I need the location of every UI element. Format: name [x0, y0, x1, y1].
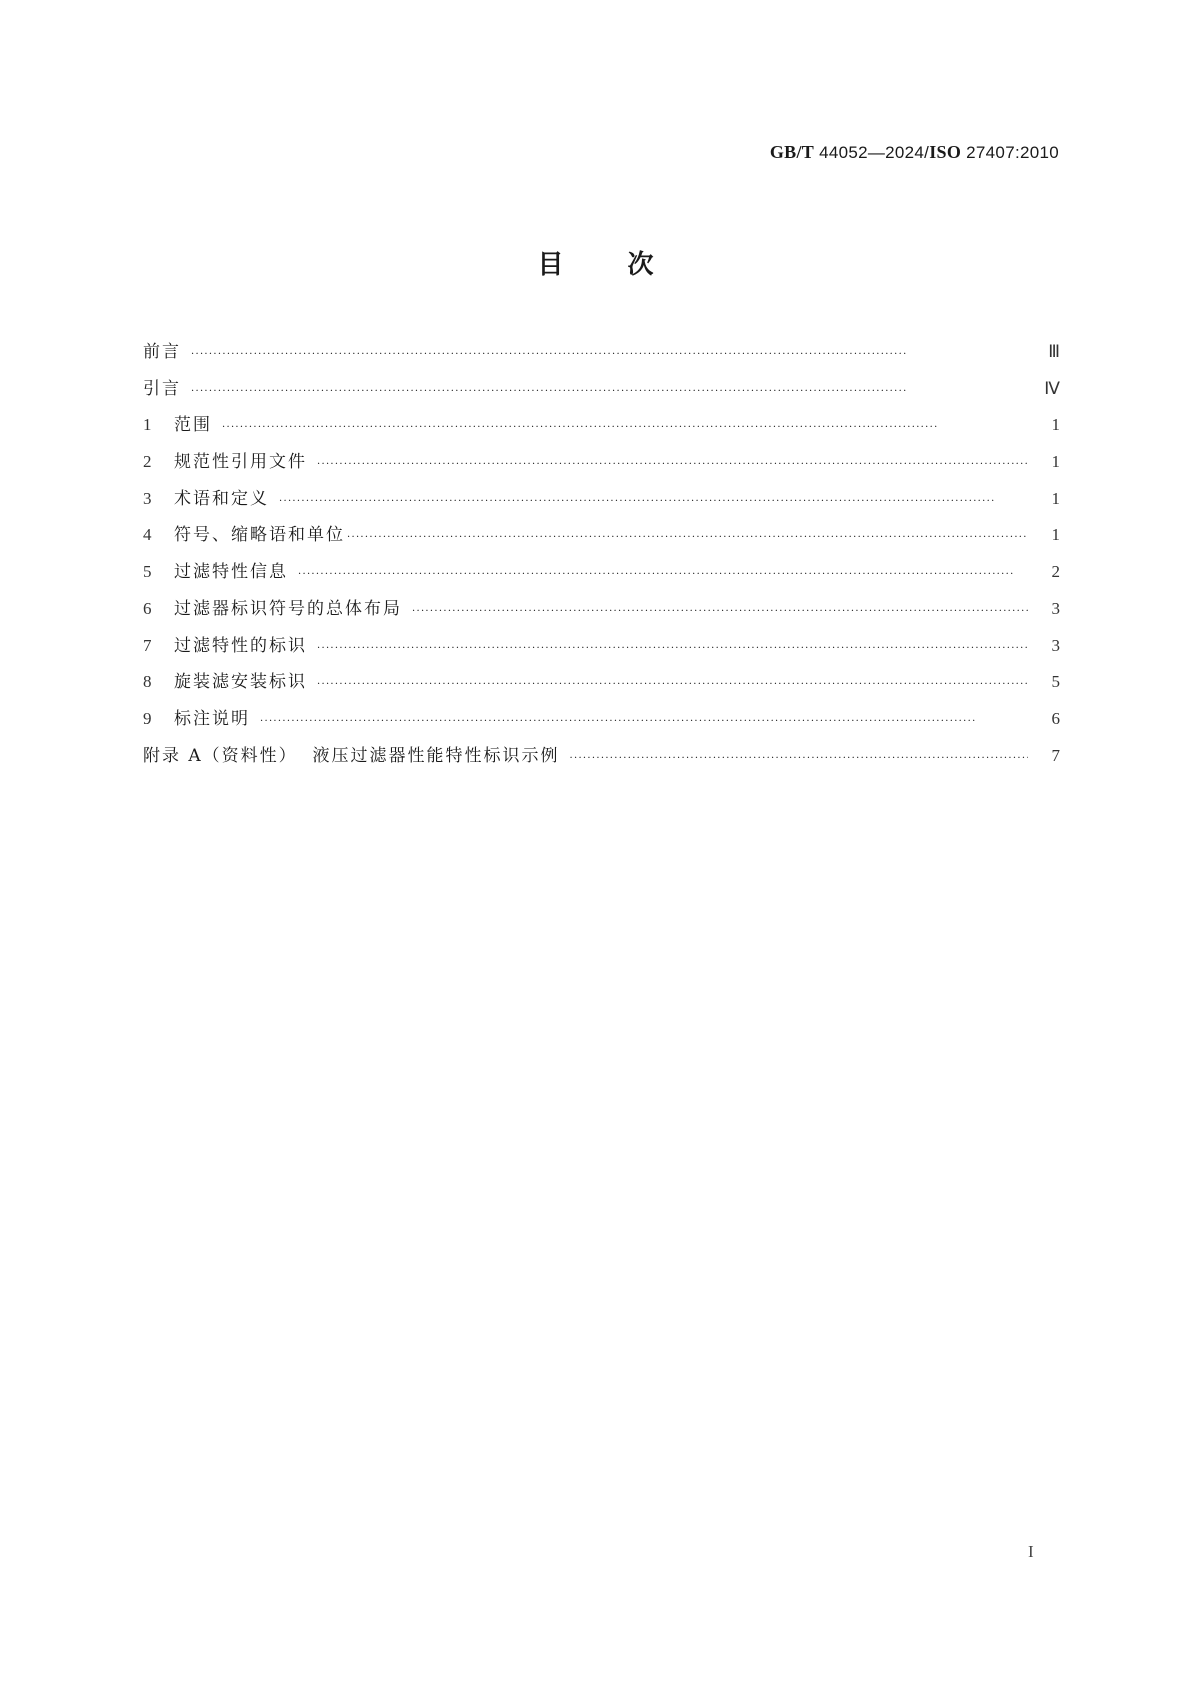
toc-label: 前言: [143, 342, 181, 362]
toc-entry-2[interactable]: [143, 450, 1060, 487]
dot-leader: [347, 526, 1028, 550]
toc-label: 附录 A（资料性） 液压过滤器性能特性标识示例: [143, 745, 560, 766]
toc-label: 旋装滤安装标识: [174, 672, 307, 693]
toc-page: 1: [1051, 488, 1060, 508]
toc-page: Ⅳ: [1044, 378, 1060, 398]
toc-label: 过滤器标识符号的总体布局: [174, 598, 402, 619]
toc-entry-1[interactable]: [143, 413, 1060, 450]
dot-leader: [412, 600, 1028, 624]
toc-number: 2: [143, 452, 152, 472]
toc-number: 5: [143, 562, 152, 582]
dot-leader: [317, 637, 1028, 661]
toc-page: 3: [1051, 635, 1060, 655]
toc-page: 7: [1051, 745, 1060, 765]
iso-number: 27407:2010: [966, 143, 1059, 162]
toc-number: 7: [143, 635, 152, 655]
dot-leader: [191, 380, 1028, 404]
toc-number: 9: [143, 708, 152, 728]
toc-entry-introduction[interactable]: [143, 377, 1060, 414]
standard-number: 44052—2024/: [819, 143, 930, 162]
table-of-contents: [143, 340, 1060, 780]
toc-page: 1: [1051, 452, 1060, 472]
dot-leader: [317, 453, 1028, 477]
toc-label: 过滤特性的标识: [174, 635, 307, 656]
dot-leader: [298, 563, 1028, 587]
dot-leader: [279, 490, 1028, 514]
page-number: I: [1028, 1542, 1034, 1561]
toc-page: 6: [1051, 708, 1060, 728]
toc-entry-9[interactable]: [143, 707, 1060, 744]
toc-entry-8[interactable]: [143, 670, 1060, 707]
title-char-1: 目: [537, 250, 564, 280]
toc-entry-annex-a[interactable]: [143, 744, 1060, 781]
toc-page: 5: [1051, 672, 1060, 692]
toc-label: 范围: [174, 415, 212, 436]
toc-page: 1: [1051, 525, 1060, 545]
toc-entry-foreword[interactable]: [143, 340, 1060, 377]
toc-number: 3: [143, 488, 152, 508]
toc-label: 标注说明: [174, 708, 250, 729]
toc-entry-7[interactable]: [143, 634, 1060, 671]
toc-entry-6[interactable]: [143, 597, 1060, 634]
toc-label: 符号、缩略语和单位: [174, 525, 345, 546]
toc-label: 规范性引用文件: [174, 452, 307, 473]
page-title: [0, 244, 1191, 281]
document-header: [770, 142, 1059, 163]
iso-prefix: ISO: [929, 142, 962, 162]
toc-page: Ⅲ: [1048, 342, 1060, 361]
toc-page: 2: [1051, 562, 1060, 582]
dot-leader: [191, 343, 1028, 367]
toc-label: 过滤特性信息: [174, 562, 288, 583]
toc-entry-4[interactable]: [143, 523, 1060, 560]
dot-leader: [260, 710, 1028, 734]
toc-number: 1: [143, 415, 152, 435]
toc-page: 3: [1051, 598, 1060, 618]
standard-prefix: GB/T: [769, 142, 815, 162]
toc-number: 4: [143, 525, 152, 545]
toc-label: 引言: [143, 378, 181, 399]
toc-entry-3[interactable]: [143, 487, 1060, 524]
toc-page: 1: [1051, 415, 1060, 435]
toc-entry-5[interactable]: [143, 560, 1060, 597]
dot-leader: [222, 416, 1028, 440]
toc-number: 8: [143, 672, 152, 692]
toc-number: 6: [143, 598, 152, 618]
toc-label: 术语和定义: [174, 488, 269, 509]
dot-leader: [317, 673, 1028, 697]
title-char-2: 次: [627, 250, 654, 280]
dot-leader: [570, 747, 1029, 771]
